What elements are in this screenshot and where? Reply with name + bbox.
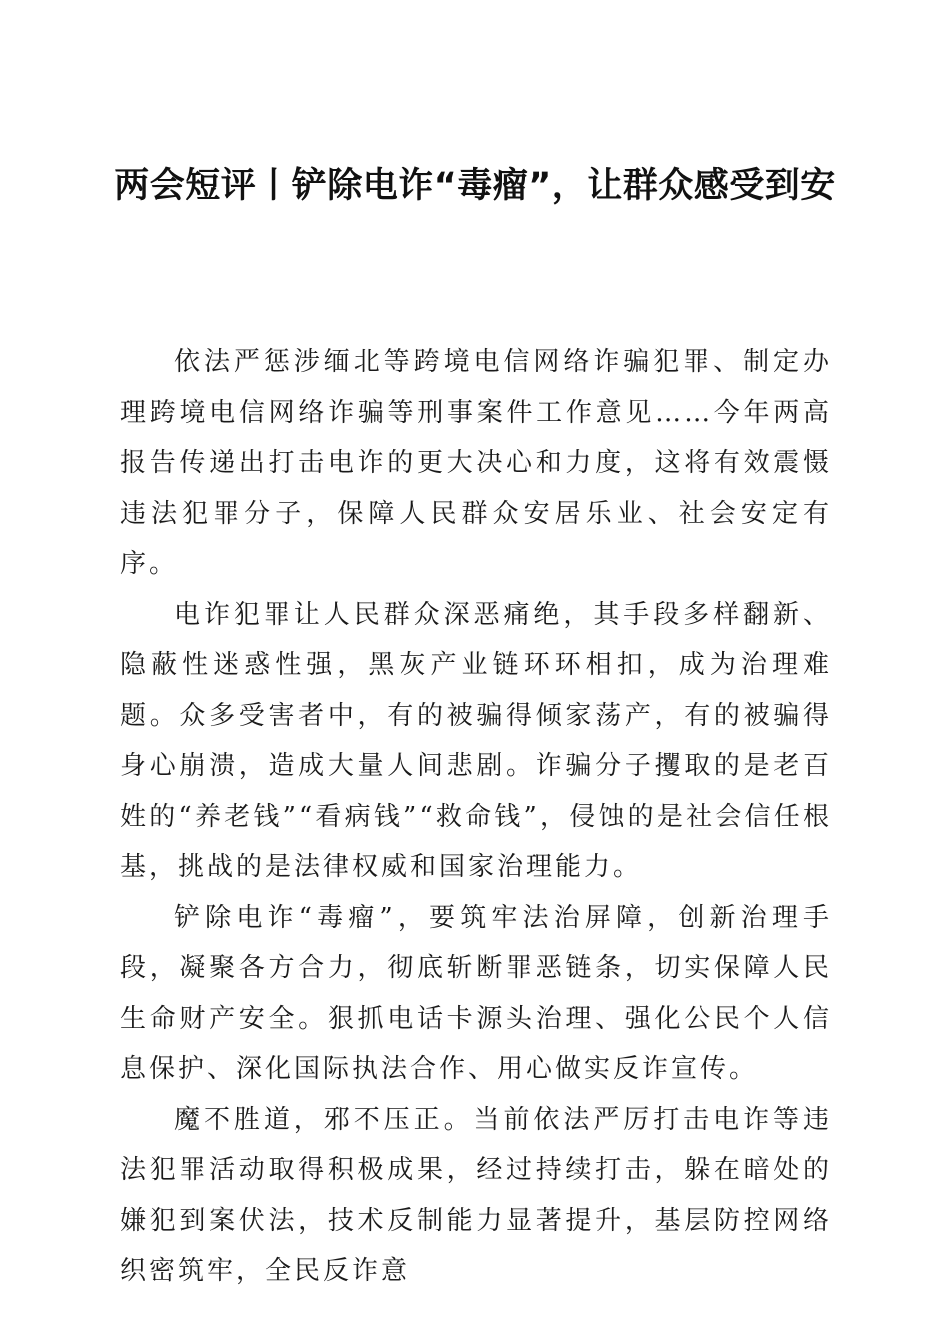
paragraph-1: 依法严惩涉缅北等跨境电信网络诈骗犯罪、制定办理跨境电信网络诈骗等刑事案件工作意见……今年两高报告传递出打击电诈的更大决心和力度，这将有效震慑违法犯罪分子，保障人民群众安居乐业、社会安定有序。 <box>120 347 832 579</box>
document-body <box>120 337 832 1297</box>
paragraph-4: 魔不胜道，邪不压正。当前依法严厉打击电诈等违法犯罪活动取得积极成果，经过持续打击，躲在暗处的嫌犯到案伏法，技术反制能力显著提升，基层防控网络织密筑牢，全民反诈意 <box>120 1104 832 1286</box>
paragraph-3: 铲除电诈“毒瘤”，要筑牢法治屏障，创新治理手段，凝聚各方合力，彻底斩断罪恶链条，切实保障人民生命财产安全。狠抓电话卡源头治理、强化公民个人信息保护、深化国际执法合作、用心做实反诈宣传。 <box>120 902 832 1084</box>
document-title: 两会短评丨铲除电诈“毒瘤”，让群众感受到安 <box>114 166 836 206</box>
paragraph-2: 电诈犯罪让人民群众深恶痛绝，其手段多样翻新、隐蔽性迷惑性强，黑灰产业链环环相扣，成为治理难题。众多受害者中，有的被骗得倾家荡产，有的被骗得身心崩溃，造成大量人间悲剧。诈骗分子攫取的是老百姓的“养老钱”“看病钱”“救命钱”，侵蚀的是社会信任根基，挑战的是法律权威和国家治理能力。 <box>120 599 832 882</box>
